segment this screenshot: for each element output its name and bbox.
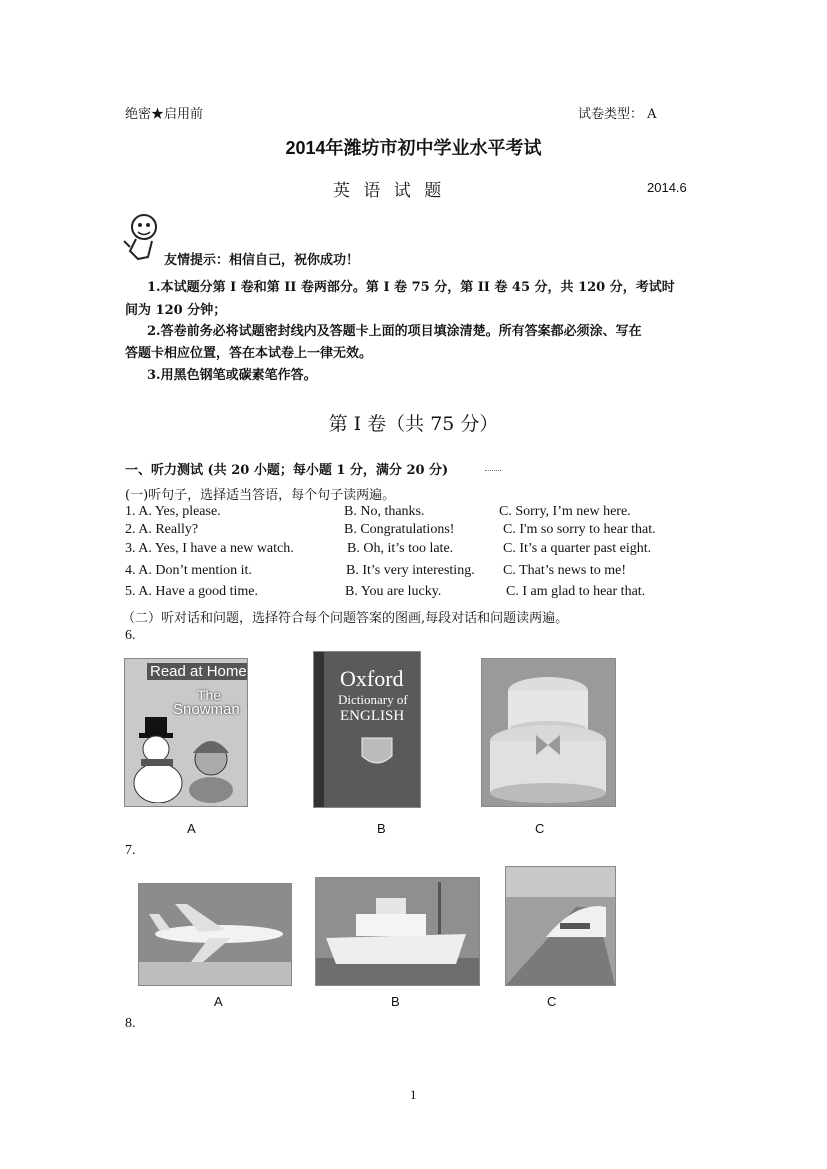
confidential-label: 绝密★启用前: [125, 107, 204, 122]
q3-option-b: B. Oh, it’s too late.: [347, 541, 454, 556]
cake-image: [481, 658, 616, 807]
dictionary-spine: [314, 652, 324, 807]
tip-1-line-1: 1.本试题分第 I 卷和第 II 卷两部分。第 I 卷 75 分，第 II 卷 45 分，共 120 分，考试时: [147, 280, 675, 295]
ship-image: [315, 877, 480, 986]
q6-label-c: C: [535, 821, 545, 836]
q3-option-a: 3. A. Yes, I have a new watch.: [125, 541, 294, 556]
q2-option-c: C. I'm so sorry to hear that.: [503, 522, 656, 537]
dictionary-title-3: ENGLISH: [340, 708, 405, 724]
q5-option-c: C. I am glad to hear that.: [506, 584, 646, 599]
q7-number: 7.: [125, 843, 136, 858]
tip-3: 3.用黑色钢笔或碳素笔作答。: [147, 368, 317, 383]
mascot-icon: [122, 211, 162, 263]
section-title: 第 I 卷（共 75 分）: [328, 413, 499, 435]
airplane-illustration: [139, 884, 291, 985]
q6-label-a: A: [187, 821, 196, 836]
q6-label-b: B: [377, 821, 386, 836]
book-title-1: Read at Home: [147, 663, 248, 680]
dictionary-title-1: Oxford: [340, 666, 404, 691]
q5-option-a: 5. A. Have a good time.: [125, 584, 258, 599]
book-title-3: Snowman: [173, 701, 240, 718]
q1-option-b: B. No, thanks.: [344, 504, 425, 519]
q8-number: 8.: [125, 1016, 136, 1031]
q7-label-c: C: [547, 994, 557, 1009]
exam-date: 2014.6: [647, 180, 687, 195]
part1-sub1: (一)听句子，选择适当答语，每个句子读两遍。: [125, 488, 396, 503]
part1-heading: 一、听力测试 (共 20 小题；每小题 1 分，满分 20 分): [125, 463, 449, 478]
q7-label-b: B: [391, 994, 400, 1009]
page-number: 1: [410, 1087, 417, 1102]
snowman-book-image: [124, 658, 248, 807]
airplane-image: [138, 883, 292, 986]
q2-option-b: B. Congratulations!: [344, 522, 455, 537]
subject-title: 英 语 试 题: [333, 181, 446, 201]
q6-number: 6.: [125, 628, 136, 643]
q4-option-c: C. That’s news to me!: [503, 563, 627, 578]
tip-2-line-2: 答题卡相应位置，答在本试卷上一律无效。: [125, 346, 373, 361]
paper-type-label: 试卷类型： A: [578, 107, 657, 122]
q7-label-a: A: [214, 994, 223, 1009]
maglev-train-image: [505, 866, 616, 986]
part1-sub2: （二）听对话和问题，选择符合每个问题答案的图画,每段对话和问题读两遍。: [122, 611, 569, 626]
q1-option-a: 1. A. Yes, please.: [125, 504, 221, 519]
heading-dots: [485, 470, 501, 471]
tip-2-line-1: 2.答卷前务必将试题密封线内及答题卡上面的项目填涂清楚。所有答案都必须涂、写在: [147, 324, 642, 339]
train-illustration: [506, 867, 615, 985]
q2-option-a: 2. A. Really?: [125, 522, 199, 537]
dictionary-image: [313, 651, 421, 808]
snowman-illustration: [131, 715, 241, 803]
exam-title: 2014年潍坊市初中学业水平考试: [285, 138, 542, 158]
q1-option-c: C. Sorry, I’m new here.: [499, 504, 631, 519]
q5-option-b: B. You are lucky.: [345, 584, 442, 599]
q4-option-a: 4. A. Don’t mention it.: [125, 563, 252, 578]
book-title-2: The: [197, 687, 222, 703]
q4-option-b: B. It’s very interesting.: [346, 563, 475, 578]
cake-illustration: [482, 659, 615, 806]
q3-option-c: C. It’s a quarter past eight.: [503, 541, 652, 556]
tip-1-line-2: 间为 120 分钟；: [125, 303, 227, 318]
ship-illustration: [316, 878, 479, 985]
dictionary-title-2: Dictionary of: [338, 692, 408, 707]
crest-icon: [360, 736, 394, 772]
tips-heading: 友情提示：相信自己，祝你成功！: [164, 253, 360, 268]
